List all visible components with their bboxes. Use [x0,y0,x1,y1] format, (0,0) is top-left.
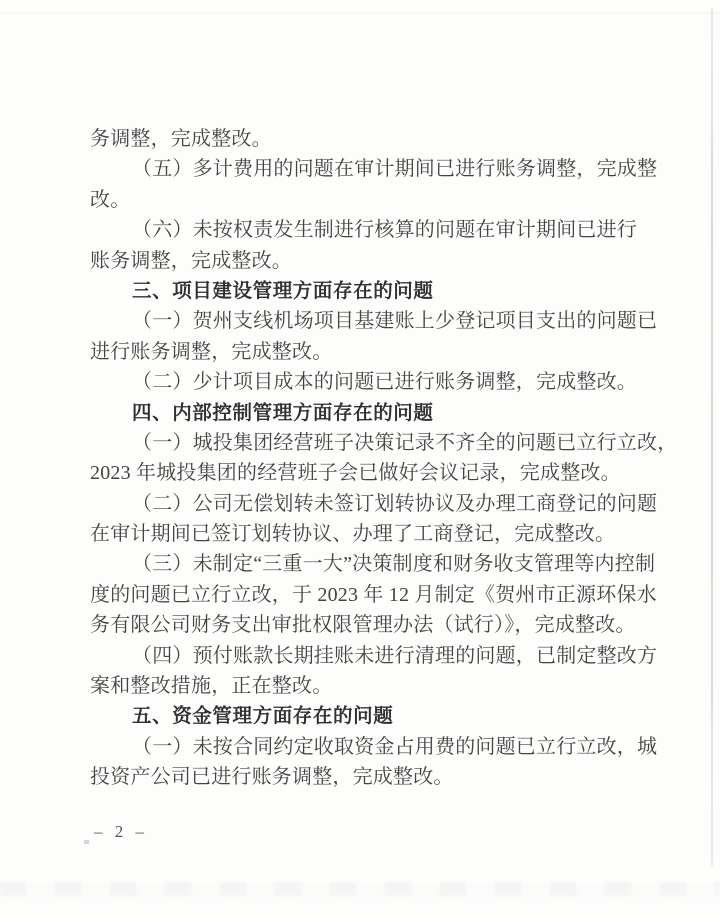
document-body [90,124,678,793]
text-line: （四）预付账款长期挂账未进行清理的问题，已制定整改方 [132,644,658,667]
text-line: 务调整，完成整改。 [90,128,272,150]
text-line: （二）少计项目成本的问题已进行账务调整，完成整改。 [132,371,637,394]
text-line: 务有限公司财务支出审批权限管理办法（试行）》，完成整改。 [90,614,636,637]
text-line: 案和整改措施，正在整改。 [90,675,333,698]
text-line: 账务调整，完成整改。 [90,249,292,272]
scan-artifact-top [0,12,720,14]
text-line: （六）未按权责发生制进行核算的问题在审计期间已进行 [132,219,637,242]
text-line: 2023 年城投集团的经营班子会已做好会议记录，完成整改。 [90,462,621,485]
text-line: 进行账务调整，完成整改。 [90,340,333,363]
scan-artifact-right-edge [711,8,713,866]
text-line: 改。 [90,188,131,211]
text-line: 度的问题已立行立改，于 2023 年 12 月制定《贺州市正源环保水 [90,583,657,606]
section-heading: 三、项目建设管理方面存在的问题 [132,278,434,302]
text-line: （五）多计费用的问题在审计期间已进行账务调整，完成整 [132,158,658,181]
text-line: （一）城投集团经营班子决策记录不齐全的问题已立行立改， [132,431,678,454]
text-line: （一）未按合同约定收取资金占用费的问题已立行立改，城 [132,735,658,758]
text-line: （一）贺州支线机场项目基建账上少登记项目支出的问题已 [132,310,658,333]
scan-artifact-bottom [0,882,720,896]
text-line: 投资产公司已进行账务调整，完成整改。 [90,766,454,789]
text-line: （三）未制定“三重一大”决策制度和财务收支管理等内控制 [132,553,656,576]
section-heading: 四、内部控制管理方面存在的问题 [132,400,434,424]
text-line: （二）公司无偿划转未签订划转协议及办理工商登记的问题 [132,492,658,515]
scan-artifact-speck [84,840,89,844]
section-heading: 五、资金管理方面存在的问题 [132,704,394,728]
page-number: – 2 – [94,822,148,841]
text-line: 在审计期间已签订划转协议、办理了工商登记，完成整改。 [90,523,616,546]
